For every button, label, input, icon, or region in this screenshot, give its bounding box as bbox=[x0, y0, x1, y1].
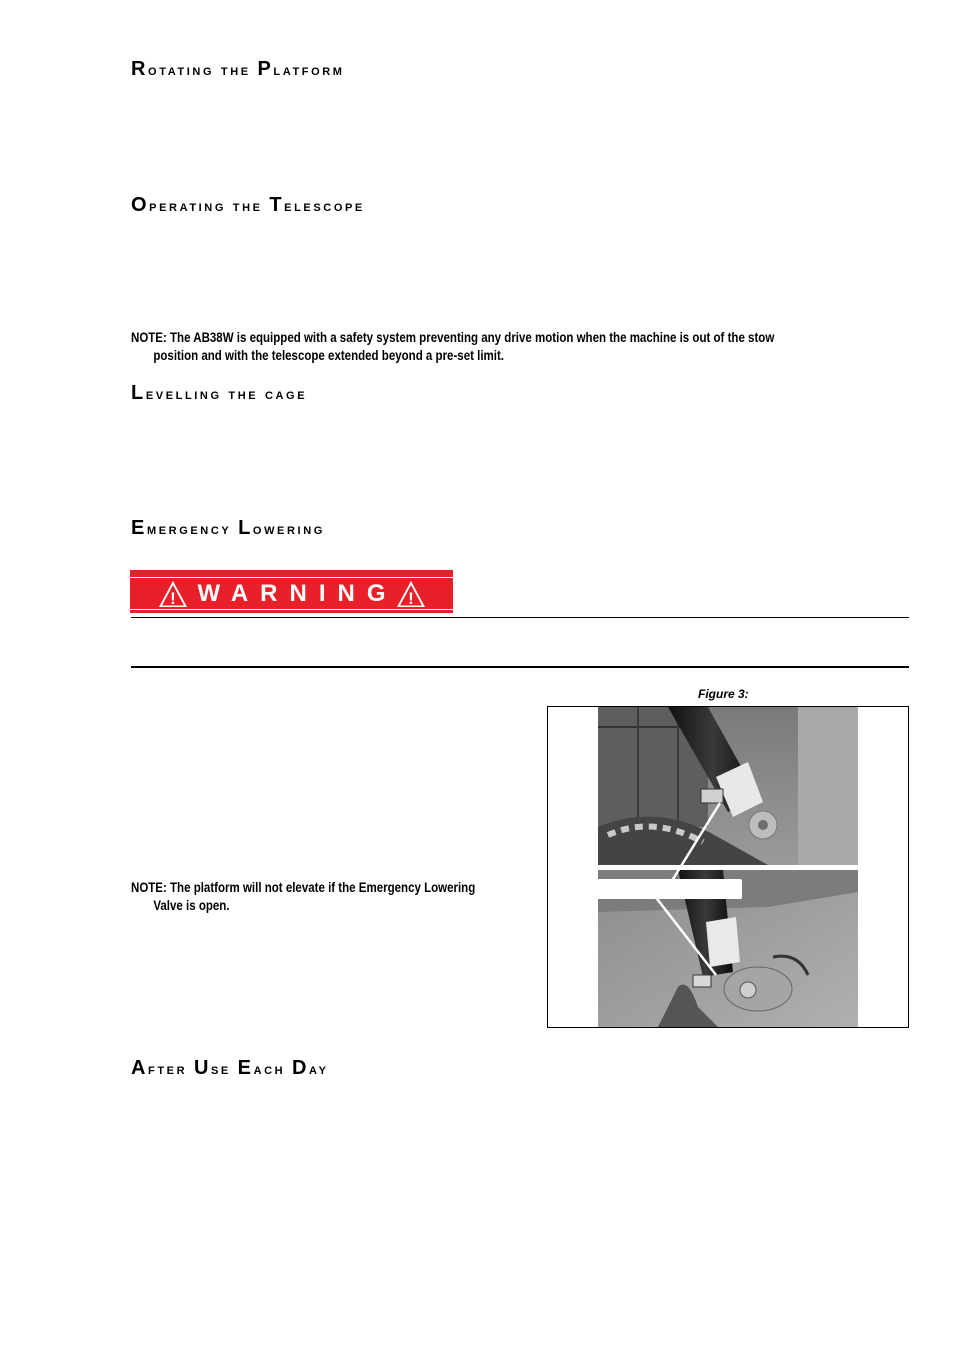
note-label: NOTE: bbox=[131, 330, 167, 345]
warning-word: WARNING bbox=[197, 579, 398, 607]
figure-caption: Figure 3: bbox=[698, 687, 749, 701]
heading-after-use-each-day: After Use Each Day bbox=[131, 1057, 329, 1079]
emergency-valve-photo bbox=[598, 707, 858, 1027]
heading-emergency-lowering: Emergency Lowering bbox=[131, 517, 325, 539]
note-emergency-valve: NOTE: The platform will not elevate if the Emergency Lowering Valve is open. bbox=[131, 880, 476, 913]
warning-top-rule bbox=[131, 617, 909, 618]
warning-bottom-rule bbox=[131, 666, 909, 668]
note-label: NOTE: bbox=[131, 880, 167, 895]
figure-3 bbox=[547, 706, 909, 1028]
svg-text:!: ! bbox=[169, 588, 176, 608]
warning-triangle-icon bbox=[396, 580, 426, 608]
svg-text:!: ! bbox=[407, 588, 414, 608]
note-telescope-safety: NOTE: The AB38W is equipped with a safety system preventing any drive motion when the machine is out of the stow position and with the telescope extended beyond a pre-set limit. bbox=[131, 330, 775, 363]
heading-operating-telescope: Operating the Telescope bbox=[131, 194, 365, 216]
warning-banner bbox=[130, 570, 453, 613]
heading-levelling-cage: Levelling the cage bbox=[131, 382, 308, 404]
heading-rotating-platform: Rotating the Platform bbox=[131, 58, 345, 80]
figure-callout-label bbox=[592, 879, 742, 899]
warning-triangle-icon bbox=[158, 580, 188, 608]
